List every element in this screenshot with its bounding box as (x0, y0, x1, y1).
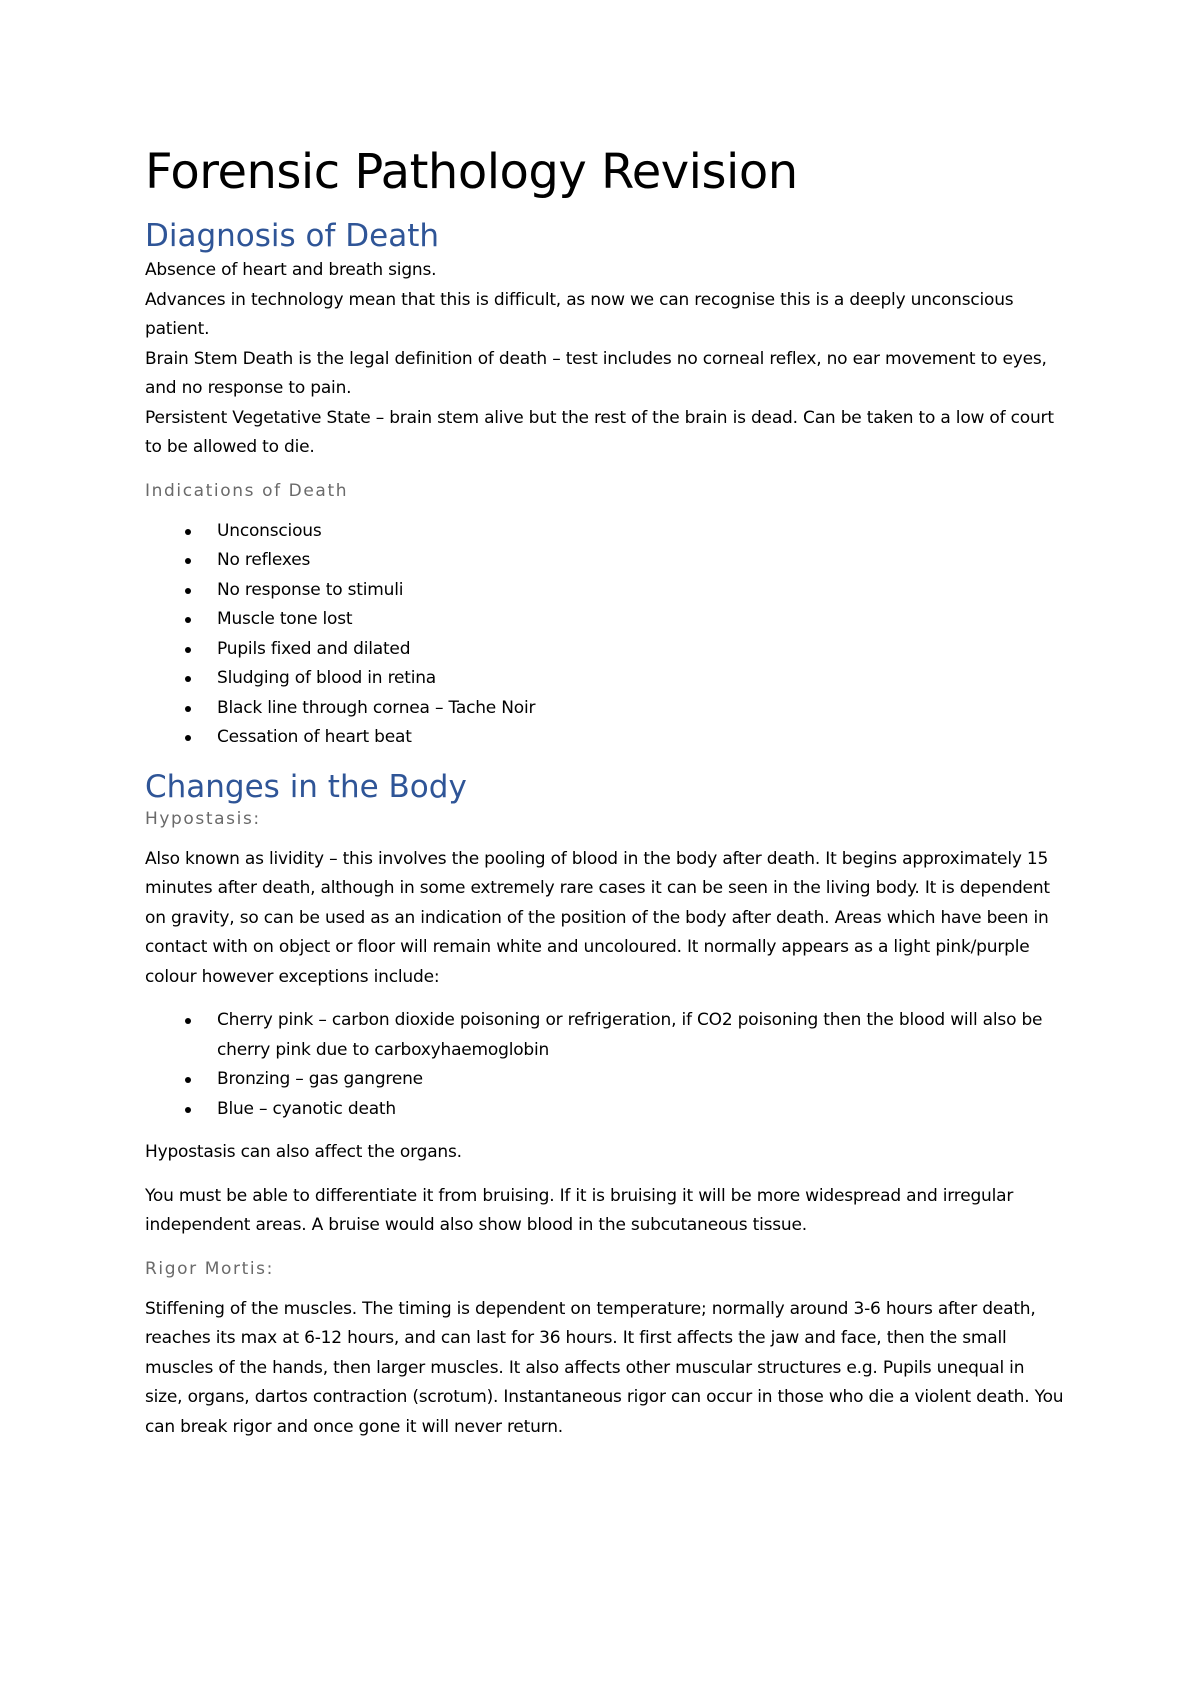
list-item: Black line through cornea – Tache Noir (145, 694, 1065, 724)
heading-diagnosis-of-death: Diagnosis of Death (145, 218, 440, 254)
indications-list (145, 517, 1065, 753)
list-item: Unconscious (145, 517, 1065, 547)
document-title: Forensic Pathology Revision (145, 144, 798, 200)
list-item: Cessation of heart beat (145, 723, 1065, 753)
document-page (145, 140, 1065, 1442)
heading-hypostasis: Hypostasis: (145, 808, 261, 829)
list-item: Muscle tone lost (145, 605, 1065, 635)
paragraph-brain-stem-death: Brain Stem Death is the legal definition of death – test includes no corneal reflex, no ear movement to eyes, and no response to pain. (145, 348, 1047, 398)
heading-indications-of-death: Indications of Death (145, 480, 349, 501)
paragraph-rigor-mortis: Stiffening of the muscles. The timing is dependent on temperature; normally around 3-6 hours after death, reaches its max at 6-12 hours, and can last for 36 hours. It first affects the jaw and face, then the small muscles of the hands, then larger muscles. It also affects other muscular structures e.g. Pupils unequal in size, organs, dartos contraction (scrotum). Instantaneous rigor can occur in those who die a violent death. You can break rigor and once gone it will never return. (145, 1298, 1064, 1437)
heading-rigor-mortis: Rigor Mortis: (145, 1258, 274, 1279)
list-item: Cherry pink – carbon dioxide poisoning or refrigeration, if CO2 poisoning then the blood will also be cherry pink due to carboxyhaemoglobin (145, 1006, 1065, 1065)
hypostasis-exceptions-list (145, 1006, 1065, 1124)
paragraph-hypostasis-intro: Also known as lividity – this involves the pooling of blood in the body after death. It begins approximately 15 minutes after death, although in some extremely rare cases it can be seen in the living body. It is dependent on gravity, so can be used as an indication of the position of the body after death. Areas which have been in contact with on object or floor will remain white and uncoloured. It normally appears as a light pink/purple colour however exceptions include: (145, 848, 1050, 987)
list-item: Bronzing – gas gangrene (145, 1065, 1065, 1095)
list-item: Sludging of blood in retina (145, 664, 1065, 694)
list-item: No response to stimuli (145, 576, 1065, 606)
paragraph-bruising: You must be able to differentiate it from bruising. If it is bruising it will be more widespread and irregular independent areas. A bruise would also show blood in the subcutaneous tissue. (145, 1185, 1014, 1235)
list-item: Pupils fixed and dilated (145, 635, 1065, 665)
paragraph-absence: Absence of heart and breath signs. (145, 260, 437, 280)
list-item: No reflexes (145, 546, 1065, 576)
heading-changes-in-the-body: Changes in the Body (145, 768, 467, 805)
paragraph-advances: Advances in technology mean that this is difficult, as now we can recognise this is a deeply unconscious patient. (145, 289, 1014, 339)
list-item: Blue – cyanotic death (145, 1095, 1065, 1125)
paragraph-hypostasis-organs: Hypostasis can also affect the organs. (145, 1142, 462, 1162)
paragraph-persistent-vegetative-state: Persistent Vegetative State – brain stem alive but the rest of the brain is dead. Can be taken to a low of court to be allowed to die. (145, 407, 1054, 457)
